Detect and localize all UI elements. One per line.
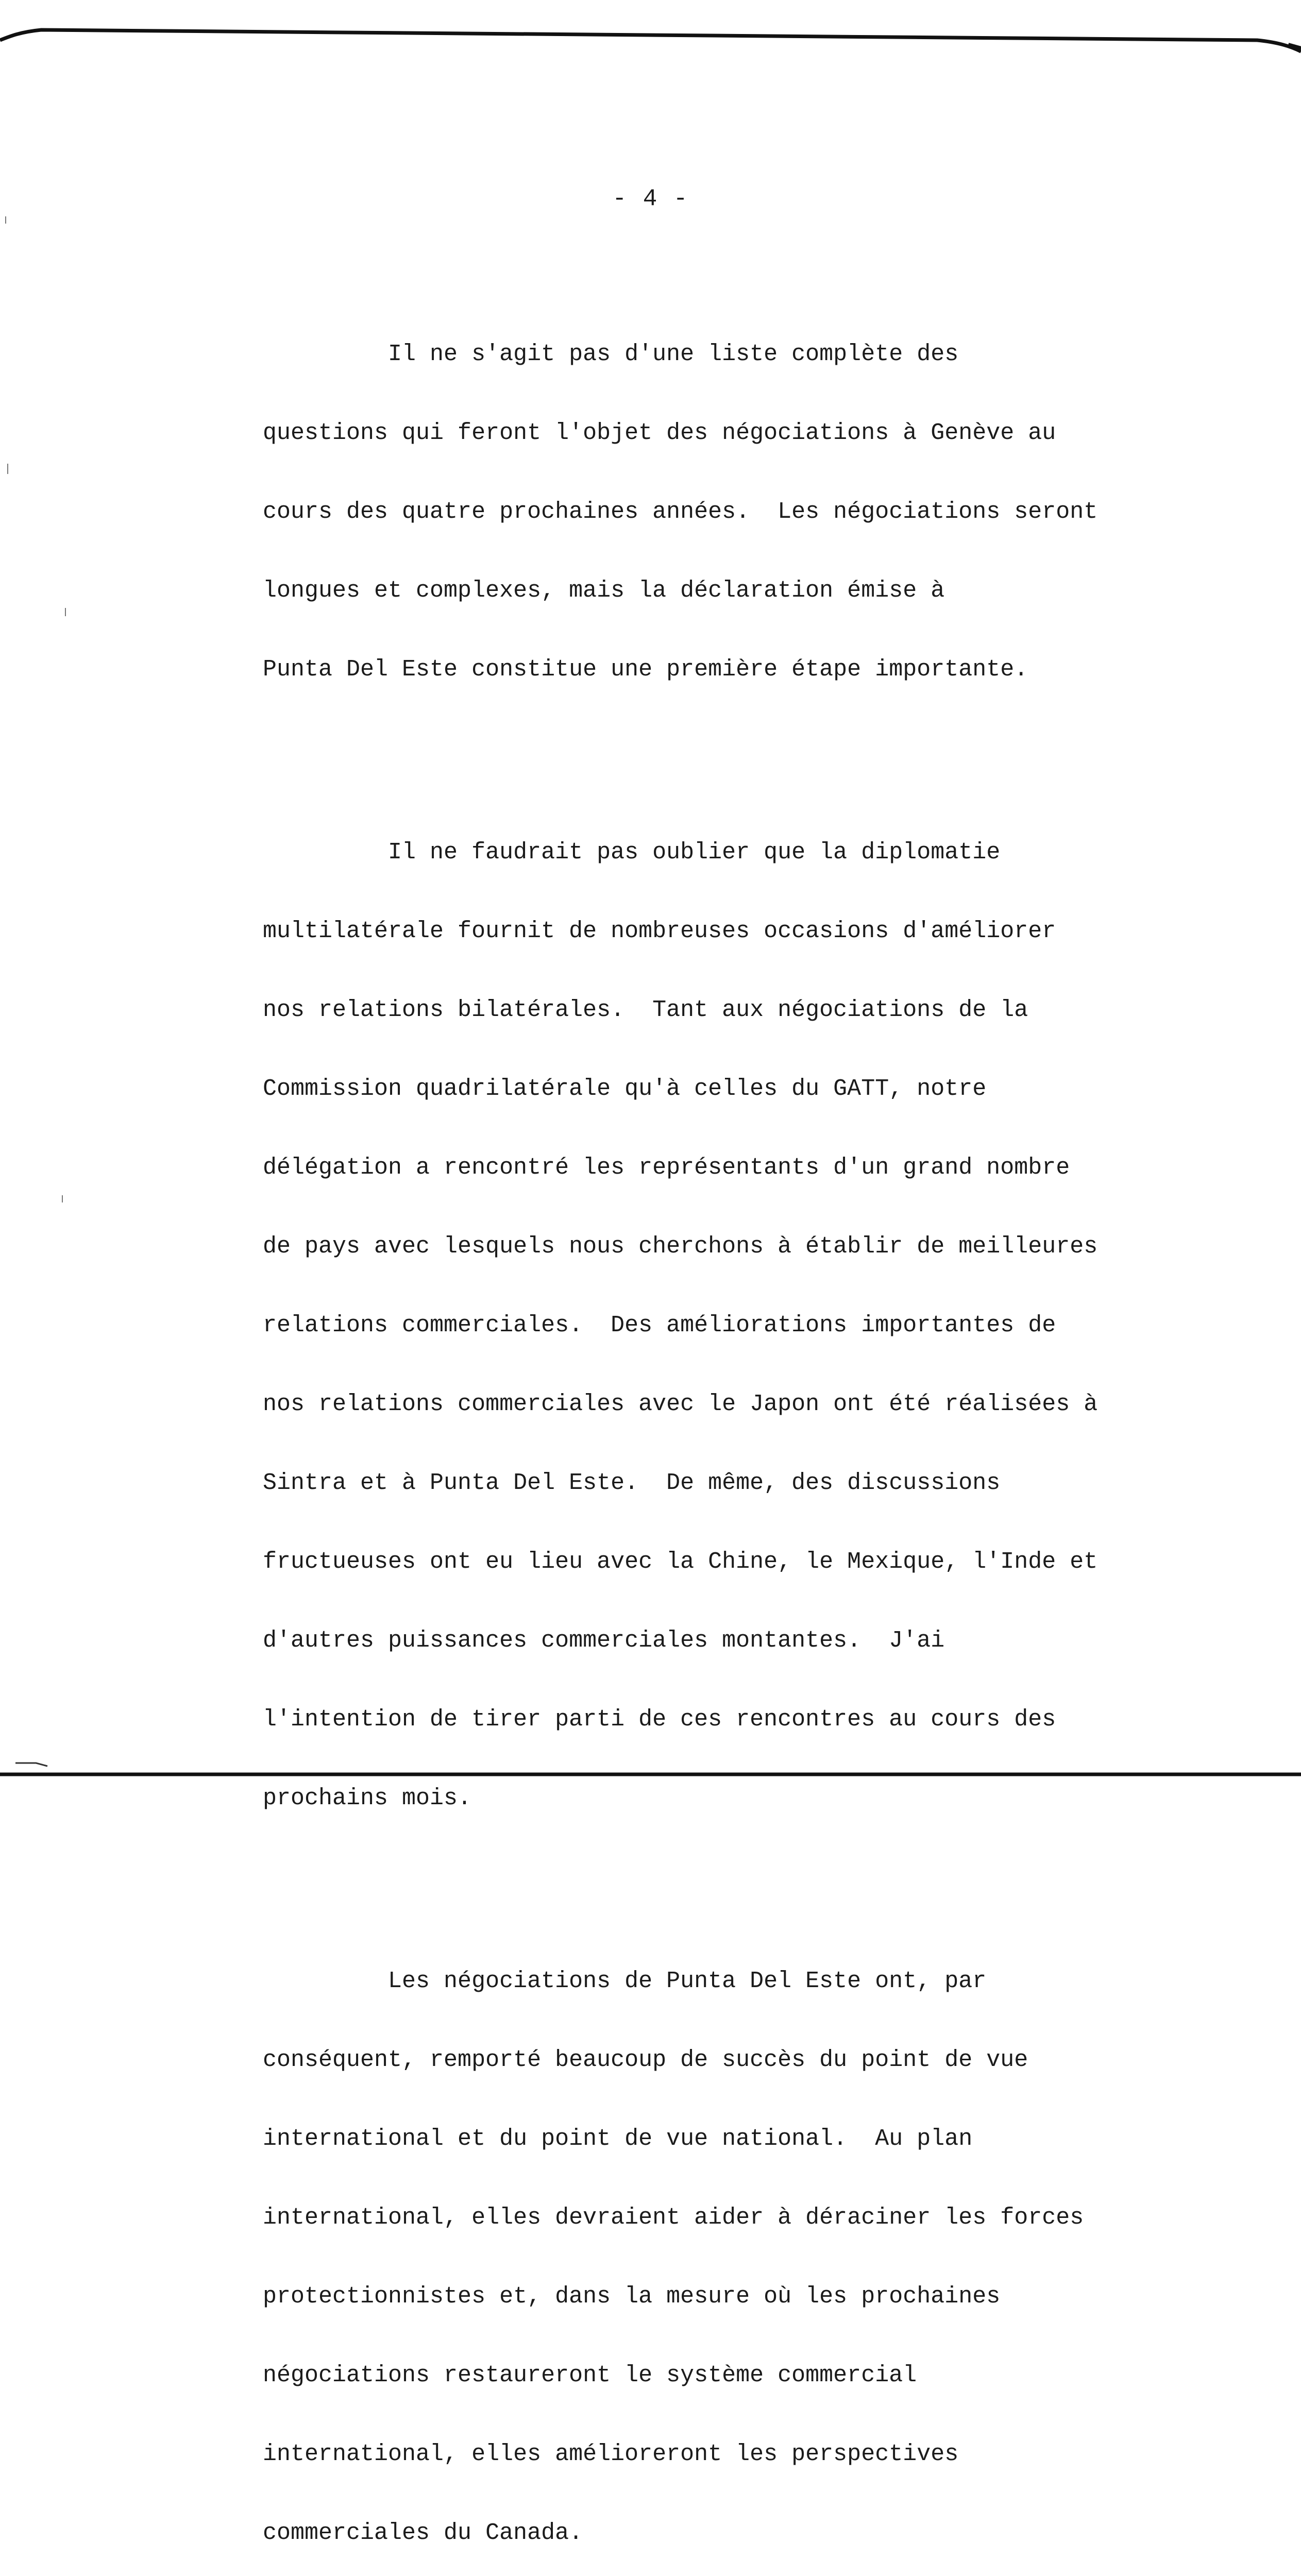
- text-line: Les négociations de Punta Del Este ont, par: [263, 1968, 987, 1994]
- text-line: Punta Del Este constitue une première étape importante.: [263, 656, 1028, 683]
- text-line: multilatérale fournit de nombreuses occasions d'améliorer: [263, 918, 1056, 944]
- text-line: protectionnistes et, dans la mesure où les prochaines: [263, 2283, 1001, 2310]
- text-line: international, elles amélioreront les perspectives: [263, 2441, 959, 2467]
- text-line: commerciales du Canada.: [263, 2520, 583, 2546]
- paragraph-3: [263, 1916, 1216, 2576]
- margin-speck: [7, 464, 8, 474]
- margin-speck: [5, 216, 6, 224]
- scan-border-top: [0, 0, 1301, 72]
- text-line: délégation a rencontré les représentants d'un grand nombre: [263, 1155, 1070, 1181]
- text-line: d'autres puissances commerciales montantes. J'ai: [263, 1628, 945, 1654]
- text-line: Il ne faudrait pas oublier que la diplomatie: [263, 839, 1001, 866]
- text-line: de pays avec lesquels nous cherchons à établir de meilleures: [263, 1233, 1098, 1260]
- page-number: - 4 -: [612, 185, 689, 212]
- margin-speck: [62, 1195, 63, 1202]
- text-line: négociations restaureront le système commercial: [263, 2362, 917, 2388]
- text-line: Sintra et à Punta Del Este. De même, des discussions: [263, 1470, 1001, 1496]
- body-text: [263, 289, 1216, 2576]
- paragraph-2: [263, 787, 1216, 1864]
- text-line: conséquent, remporté beaucoup de succès du point de vue: [263, 2047, 1028, 2073]
- text-line: fructueuses ont eu lieu avec la Chine, le Mexique, l'Inde et: [263, 1549, 1098, 1575]
- text-line: nos relations bilatérales. Tant aux négociations de la: [263, 997, 1028, 1023]
- paragraph-1: [263, 289, 1216, 735]
- margin-speck: [65, 608, 66, 616]
- text-line: Commission quadrilatérale qu'à celles du GATT, notre: [263, 1076, 987, 1102]
- text-line: nos relations commerciales avec le Japon ont été réalisées à: [263, 1391, 1098, 1417]
- text-line: prochains mois.: [263, 1785, 472, 1811]
- text-line: Il ne s'agit pas d'une liste complète des: [263, 341, 959, 367]
- text-line: international, elles devraient aider à déraciner les forces: [263, 2205, 1084, 2231]
- text-line: questions qui feront l'objet des négociations à Genève au: [263, 420, 1056, 446]
- scan-border-bottom: [0, 1752, 1301, 1792]
- text-line: cours des quatre prochaines années. Les négociations seront: [263, 499, 1098, 525]
- text-line: international et du point de vue national. Au plan: [263, 2126, 973, 2152]
- text-line: relations commerciales. Des améliorations importantes de: [263, 1312, 1056, 1338]
- text-line: longues et complexes, mais la déclaration émise à: [263, 578, 945, 604]
- text-line: l'intention de tirer parti de ces rencontres au cours des: [263, 1706, 1056, 1733]
